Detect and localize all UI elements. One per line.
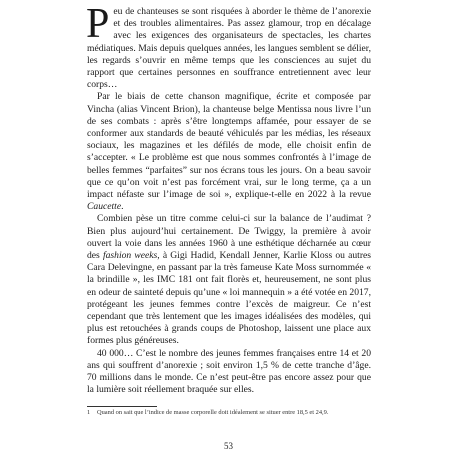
paragraph-3-italic: fashion weeks bbox=[102, 250, 158, 262]
paragraph-1 bbox=[86, 1, 371, 91]
paragraph-3-text-a: Combien pèse un titre comme celui-ci sur la balance de l’audimat ? Bien plus aujourd’hui certainement. De Twiggy, la première à avoir ouvert la voie dans les années 1960 à une esthétique décharnée au cœur des bbox=[87, 213, 371, 262]
page-number: 53 bbox=[224, 441, 233, 451]
footnote-divider bbox=[87, 406, 157, 407]
drop-cap: P bbox=[86, 1, 110, 47]
paragraph-3 bbox=[87, 213, 371, 347]
body-text bbox=[86, 1, 372, 397]
footnote-number: 1 bbox=[87, 409, 91, 416]
paragraph-2 bbox=[87, 91, 371, 213]
paragraph-2-text-a: Par le biais de cette chanson magnifique, écrite et composée par Vincha (alias Vincent Brion), la chanteuse belge Mentissa nous livre l’un de ses combats : après s’être longtemps affamée, pour essayer de se conformer aux standards de beauté véhiculés par les médias, les réseaux sociaux, les magazines et les défilés de mode, elle choisit enfin de s’accepter. « Le problème est que nous sommes confrontés à l’image de belles femmes “parfaites” sur nos écrans tous les jours. On a beau savoir que ce qu’on voit n’est pas forcément vrai, sur le long terme, ça a un impact néfaste sur l’image de soi », explique-t-elle en 2022 à la revue bbox=[87, 91, 371, 201]
paragraph-3-text-b: , à Gigi Hadid, Kendall Jenner, Karlie Kloss ou autres Cara Delevingne, en passant par la très fameuse Kate Moss surnommée « la brindille », les IMC 181 ont fait florès et, heureusement, ne sont plus en odeur de sainteté depuis qu’une « loi mannequin » a été votée en 2017, protégeant les jeunes femmes contre l’excès de maigreur. Ce n’est cependant que très lentement que les images idéalisées des modèles, qui plus est retouchées à grands coups de Photoshop, laissent une place aux formes plus généreuses. bbox=[87, 250, 372, 347]
paragraph-4-text: 40 000… C’est le nombre des jeunes femmes françaises entre 14 et 20 ans qui souffrent d’anorexie ; soit environ 1,5 % de cette tranche d’âge. 70 millions dans le monde. Ce n’est peut-être pas encore assez pour que la lumière soit réellement braquée sur elles. bbox=[87, 347, 371, 396]
footnote bbox=[87, 409, 371, 417]
paragraph-2-text-b: . bbox=[121, 201, 124, 213]
paragraph-4 bbox=[87, 348, 371, 397]
footnote-text: Quand on sait que l’indice de masse corporelle doit idéalement se situer entre 18,5 et 24,9. bbox=[97, 409, 329, 416]
paragraph-2-italic: Caucette bbox=[87, 201, 122, 213]
paragraph-1-text: eu de chanteuses se sont risquées à aborder le thème de l’anorexie et des troubles alimentaires. Pas assez glamour, trop en décalage avec les exigences des organisateurs de spectacles, les chartes médiatiques. Mais depuis quelques années, les langues semblent se délier, les regards s’ouvrir en même temps que les consciences au sujet du rapport que certaines personnes en souffrance entretiennent avec leur corps… bbox=[87, 6, 371, 91]
